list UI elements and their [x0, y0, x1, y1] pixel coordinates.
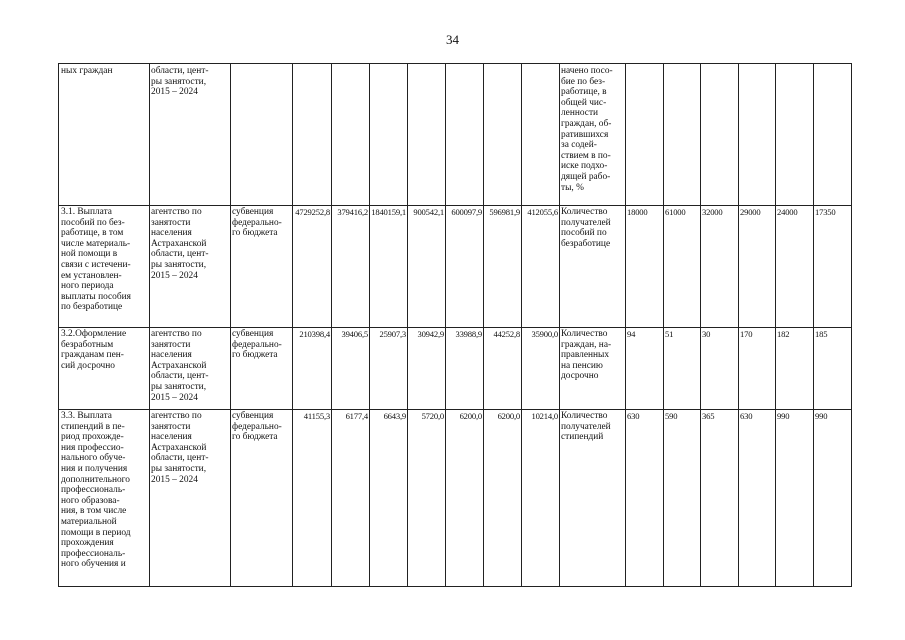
funding-amount-cell: 44252,8: [493, 329, 520, 339]
funding-source-cell: субвенция федерально- го бюджета: [232, 207, 282, 239]
column-divider: [663, 64, 664, 586]
row-divider: [59, 327, 851, 328]
page-number: 34: [446, 32, 459, 47]
funding-amount-cell: 5720,0: [421, 411, 444, 421]
activity-cell: 3.2.Оформление безработным гражданам пен- сий досрочно: [61, 329, 127, 371]
target-value-cell: 61000: [665, 207, 686, 217]
target-value-cell: 990: [777, 411, 790, 421]
target-value-cell: 185: [815, 329, 828, 339]
funding-amount-cell: 10214,0: [531, 411, 558, 421]
column-divider: [559, 64, 560, 586]
column-divider: [775, 64, 776, 586]
funding-amount-cell: 379416,2: [337, 207, 368, 217]
funding-amount-cell: 412055,6: [527, 207, 558, 217]
row-divider: [59, 409, 851, 410]
funding-amount-cell: 25907,3: [379, 329, 406, 339]
funding-amount-cell: 35900,0: [531, 329, 558, 339]
indicator-cell: Количество получателей пособий по безработице: [561, 207, 611, 249]
target-value-cell: 18000: [627, 207, 648, 217]
column-divider: [445, 64, 446, 586]
target-value-cell: 990: [815, 411, 828, 421]
activity-cell: 3.1. Выплата пособий по без- работице, в том числе материаль- ной помощи в связи с истечени- ем установлен- ного периода выплаты пособия по безработице: [61, 207, 131, 313]
funding-amount-cell: 1840159,1: [371, 207, 406, 217]
executor-cell: области, цент- ры занятости, 2015 – 2024: [151, 66, 209, 98]
column-divider: [483, 64, 484, 586]
funding-amount-cell: 4729252,8: [295, 207, 330, 217]
column-divider: [700, 64, 701, 586]
funding-source-cell: субвенция федерально- го бюджета: [232, 411, 282, 443]
target-value-cell: 30: [702, 329, 711, 339]
indicator-cell: Количество получателей стипендий: [561, 411, 611, 443]
target-value-cell: 182: [777, 329, 790, 339]
indicator-cell: начено посо- бие по без- работице, в общей чис- ленности граждан, об- ратившихся за содей- ствием в по- иске подхо- дящей рабо- ты, %: [561, 66, 613, 193]
target-value-cell: 630: [627, 411, 640, 421]
target-value-cell: 29000: [740, 207, 761, 217]
funding-amount-cell: 6200,0: [497, 411, 520, 421]
funding-amount-cell: 41155,3: [303, 411, 330, 421]
column-divider: [149, 64, 150, 586]
target-value-cell: 24000: [777, 207, 798, 217]
funding-amount-cell: 600097,9: [451, 207, 482, 217]
funding-amount-cell: 6200,0: [459, 411, 482, 421]
funding-amount-cell: 39406,5: [341, 329, 368, 339]
column-divider: [521, 64, 522, 586]
row-divider: [59, 205, 851, 206]
funding-source-cell: [232, 66, 290, 204]
funding-amount-cell: 210398,4: [299, 329, 330, 339]
funding-amount-cell: 6177,4: [345, 411, 368, 421]
funding-amount-cell: 33988,9: [455, 329, 482, 339]
funding-amount-cell: 900542,1: [413, 207, 444, 217]
funding-source-cell: субвенция федерально- го бюджета: [232, 329, 282, 361]
target-value-cell: 32000: [702, 207, 723, 217]
target-value-cell: 630: [740, 411, 753, 421]
column-divider: [331, 64, 332, 586]
column-divider: [407, 64, 408, 586]
indicator-cell: Количество граждан, на- правленных на пенсию досрочно: [561, 329, 612, 382]
column-divider: [230, 64, 231, 586]
target-value-cell: 365: [702, 411, 715, 421]
target-value-cell: 17350: [815, 207, 836, 217]
executor-cell: агентство по занятости населения Астраханской области, цент- ры занятости, 2015 – 2024: [151, 329, 209, 403]
activity-cell: 3.3. Выплата стипендий в пе- риод прохожде- ния профессио- нального обуче- ния и получения дополнительного профессиональ- ного образова- ния, в том числе материальной помощи в период прохождения профессиональ- ного обучения и: [61, 411, 131, 570]
column-divider: [369, 64, 370, 586]
executor-cell: агентство по занятости населения Астраханской области, цент- ры занятости, 2015 – 2024: [151, 207, 209, 281]
funding-amount-cell: 596981,9: [489, 207, 520, 217]
column-divider: [813, 64, 814, 586]
column-divider: [292, 64, 293, 586]
funding-amount-cell: 6643,9: [383, 411, 406, 421]
program-table: [58, 63, 852, 587]
target-value-cell: 51: [665, 329, 674, 339]
target-value-cell: 590: [665, 411, 678, 421]
funding-amount-cell: 30942,9: [417, 329, 444, 339]
column-divider: [625, 64, 626, 586]
target-value-cell: 170: [740, 329, 753, 339]
activity-cell: ных граждан: [61, 66, 113, 76]
target-value-cell: 94: [627, 329, 636, 339]
column-divider: [738, 64, 739, 586]
executor-cell: агентство по занятости населения Астраханской области, цент- ры занятости, 2015 – 2024: [151, 411, 209, 485]
